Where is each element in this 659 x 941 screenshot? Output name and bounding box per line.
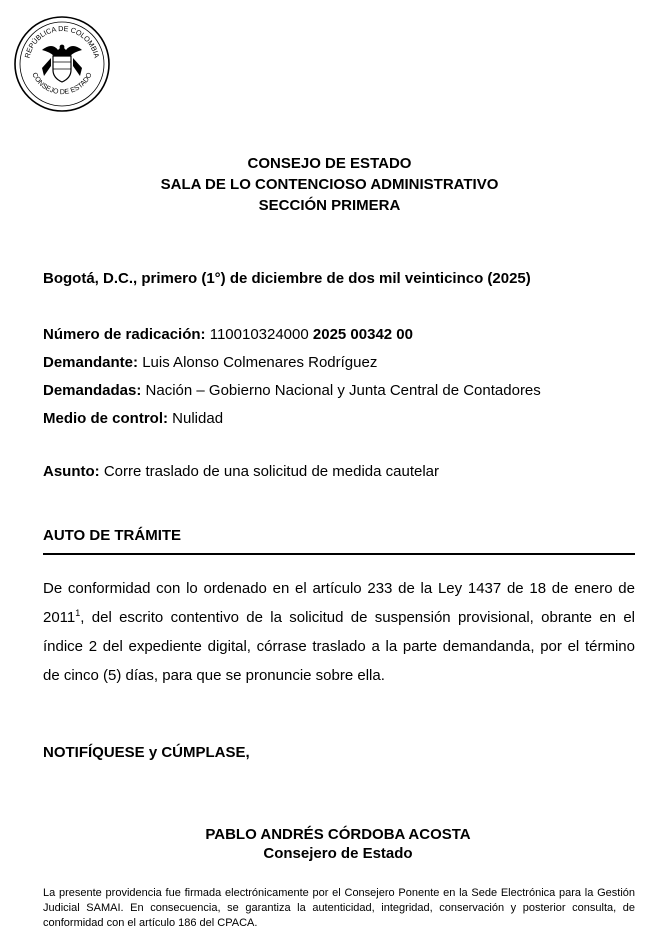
footnote-reference[interactable]: 1 <box>75 608 81 618</box>
field-medio-de-control <box>43 409 541 437</box>
electronic-signature-note: La presente providencia fue firmada electrónicamente por el Consejero Ponente en la Sede Electrónica para la Gestión Judicial SAMAI. En consecuencia, se garantiza la autenticidad, integridad, conservación y posterior consulta, de conformidad con el artículo 186 del CPACA. <box>43 887 635 929</box>
document-header <box>0 153 659 216</box>
consejo-de-estado-seal <box>12 14 112 114</box>
header-line-1: CONSEJO DE ESTADO <box>247 155 412 172</box>
svg-text:CONSEJO DE ESTADO: CONSEJO DE ESTADO <box>30 71 94 97</box>
signer-title: Consejero de Estado <box>263 845 413 862</box>
demandante-label: Demandante: <box>43 354 139 371</box>
radicacion-value-suffix: 2025 00342 00 <box>312 326 413 343</box>
field-demandadas <box>43 381 541 409</box>
radicacion-value-prefix: 110010324000 <box>209 326 309 343</box>
field-demandante <box>43 353 541 381</box>
header-line-2: SALA DE LO CONTENCIOSO ADMINISTRATIVO <box>160 176 499 193</box>
body-text-part-2: , del escrito contentivo de la solicitud de suspensión provisional, obrante en el índice 2 del expediente digital, córrase traslado a la parte demandanda, por el término de cinco (5) días, para que se pronuncie sobre ella. <box>43 609 635 684</box>
svg-text:REPÚBLICA DE COLOMBIA: REPÚBLICA DE COLOMBIA <box>22 23 102 59</box>
section-divider <box>43 553 635 555</box>
demandante-value: Luis Alonso Colmenares Rodríguez <box>142 354 378 371</box>
auto-title: AUTO DE TRÁMITE <box>43 527 182 544</box>
body-text-part-1: De conformidad con lo ordenado en el artículo 233 de la Ley 1437 de 18 de enero de 2011 <box>43 580 635 626</box>
signature-block <box>0 825 659 863</box>
medio-value: Nulidad <box>172 410 224 427</box>
asunto-label: Asunto: <box>43 463 100 480</box>
signer-name: PABLO ANDRÉS CÓRDOBA ACOSTA <box>205 826 471 843</box>
case-fields <box>43 325 541 437</box>
document-date: Bogotá, D.C., primero (1°) de diciembre de dos mil veinticinco (2025) <box>43 270 531 287</box>
body-paragraph <box>43 574 635 690</box>
radicacion-label: Número de radicación: <box>43 326 206 343</box>
field-radicacion <box>43 325 541 353</box>
asunto-value: Corre traslado de una solicitud de medida cautelar <box>103 463 440 480</box>
demandadas-value: Nación – Gobierno Nacional y Junta Central de Contadores <box>145 382 541 399</box>
field-asunto <box>43 463 439 480</box>
medio-label: Medio de control: <box>43 410 168 427</box>
header-line-3: SECCIÓN PRIMERA <box>258 197 401 214</box>
demandadas-label: Demandadas: <box>43 382 142 399</box>
closing-formula: NOTIFÍQUESE y CÚMPLASE, <box>43 744 250 761</box>
